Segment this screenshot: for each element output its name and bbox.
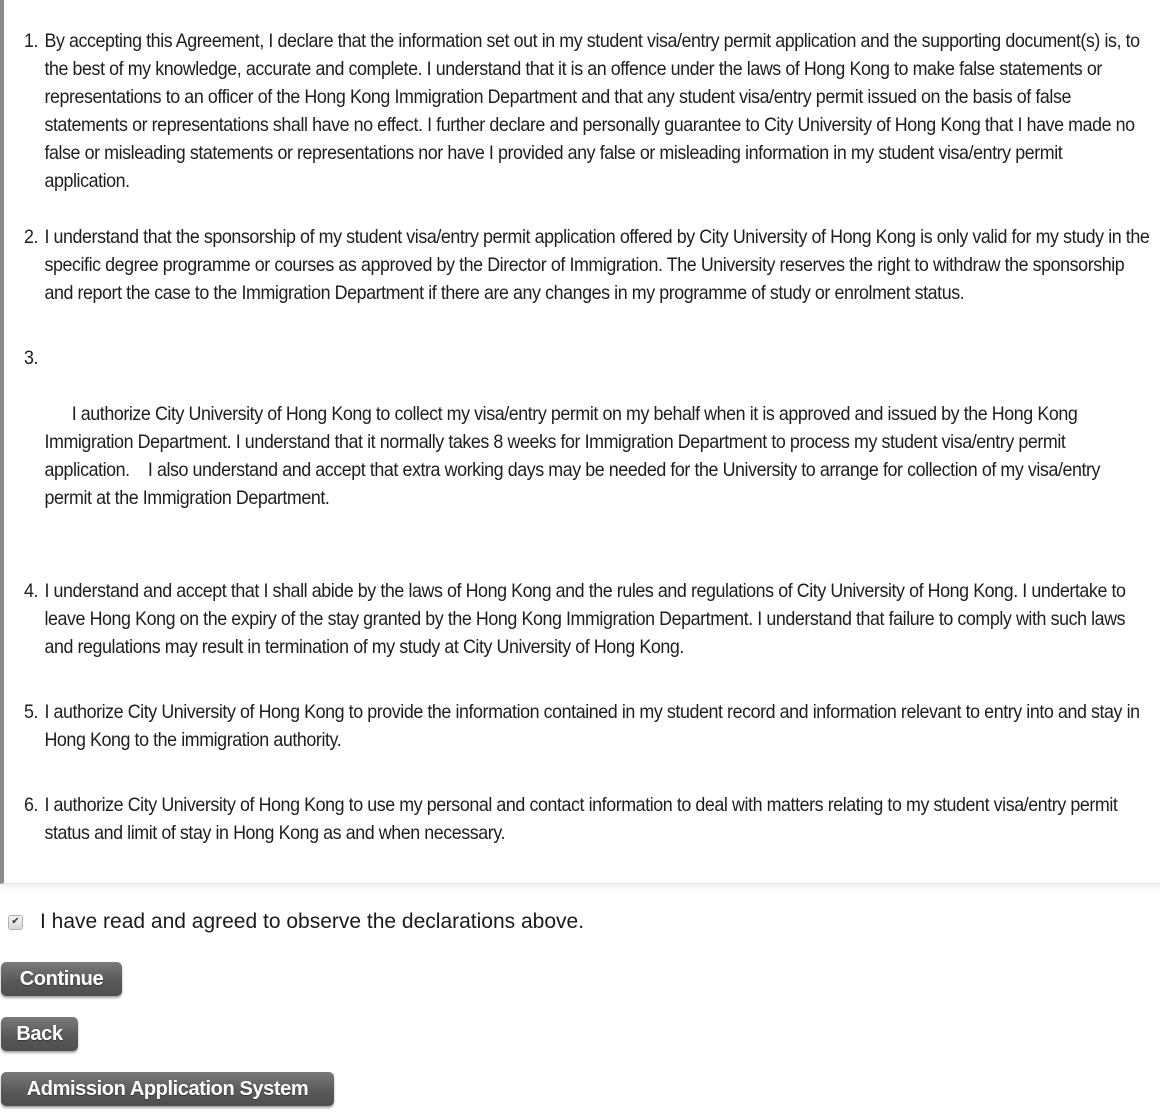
declaration-item-3 [24, 345, 1151, 541]
agreement-checkbox[interactable] [8, 915, 23, 930]
continue-button[interactable]: Continue [1, 962, 122, 996]
declarations-list [24, 28, 1150, 848]
declaration-item-4 [24, 578, 1151, 662]
checkmark-icon: ✔ [11, 916, 20, 927]
declaration-text: I authorize City University of Hong Kong to use my personal and contact information to deal with matters relating to my student visa/entry permit status and limit of stay in Hong Kong as and when necessary. [44, 795, 1118, 844]
back-button[interactable]: Back [1, 1017, 78, 1051]
declaration-number: 1. [24, 31, 39, 52]
declaration-text: I authorize City University of Hong Kong to provide the information contained in my student record and information relevant to entry into and stay in Hong Kong to the immigration authority. [44, 702, 1140, 751]
declaration-number: 4. [24, 581, 39, 602]
declaration-number: 6. [24, 795, 39, 816]
agreement-label[interactable]: I have read and agreed to observe the declarations above. [40, 910, 585, 933]
declaration-text: I authorize City University of Hong Kong to collect my visa/entry permit on my behalf when it is approved and issued by the Hong Kong Immigration Department. I understand that it normally takes 8 weeks for Immigration Department to process my student visa/entry permit application. I also understand and accept that extra working days may be needed for the University to arrange for collection of my visa/entry permit at the Immigration Department. [44, 404, 1105, 509]
declaration-text: I understand that the sponsorship of my student visa/entry permit application offered by City University of Hong Kong is only valid for my study in the specific degree programme or courses as approved by the Director of Immigration. The University reserves the right to withdraw the sponsorship and report the case to the Immigration Department if there are any changes in my programme of study or enrolment status. [44, 227, 1150, 304]
declaration-text: By accepting this Agreement, I declare that the information set out in my student visa/entry permit application and the supporting document(s) is, to the best of my knowledge, accurate and complete. I understand that it is an offence under the laws of Hong Kong to make false statements or representations to an officer of the Hong Kong Immigration Department and that any student visa/entry permit issued on the basis of false statements or representations shall have no effect. I further declare and personally guarantee to City University of Hong Kong that I have made no false or misleading statements or representations nor have I provided any false or misleading information in my student visa/entry permit application. [44, 31, 1140, 192]
admission-application-system-button[interactable]: Admission Application System [1, 1072, 334, 1106]
declaration-item-6 [24, 792, 1151, 848]
declaration-text: I understand and accept that I shall abide by the laws of Hong Kong and the rules and regulations of City University of Hong Kong. I undertake to leave Hong Kong on the expiry of the stay granted by the Hong Kong Immigration Department. I understand that failure to comply with such laws and regulations may result in termination of my study at City University of Hong Kong. [44, 581, 1126, 658]
declaration-number: 3. [24, 348, 39, 369]
declaration-number: 2. [24, 227, 39, 248]
declaration-number: 5. [24, 702, 39, 723]
declaration-item-1 [24, 28, 1151, 196]
declaration-item-2 [24, 224, 1151, 308]
agreement-row [8, 910, 584, 934]
declaration-item-5 [24, 699, 1151, 755]
